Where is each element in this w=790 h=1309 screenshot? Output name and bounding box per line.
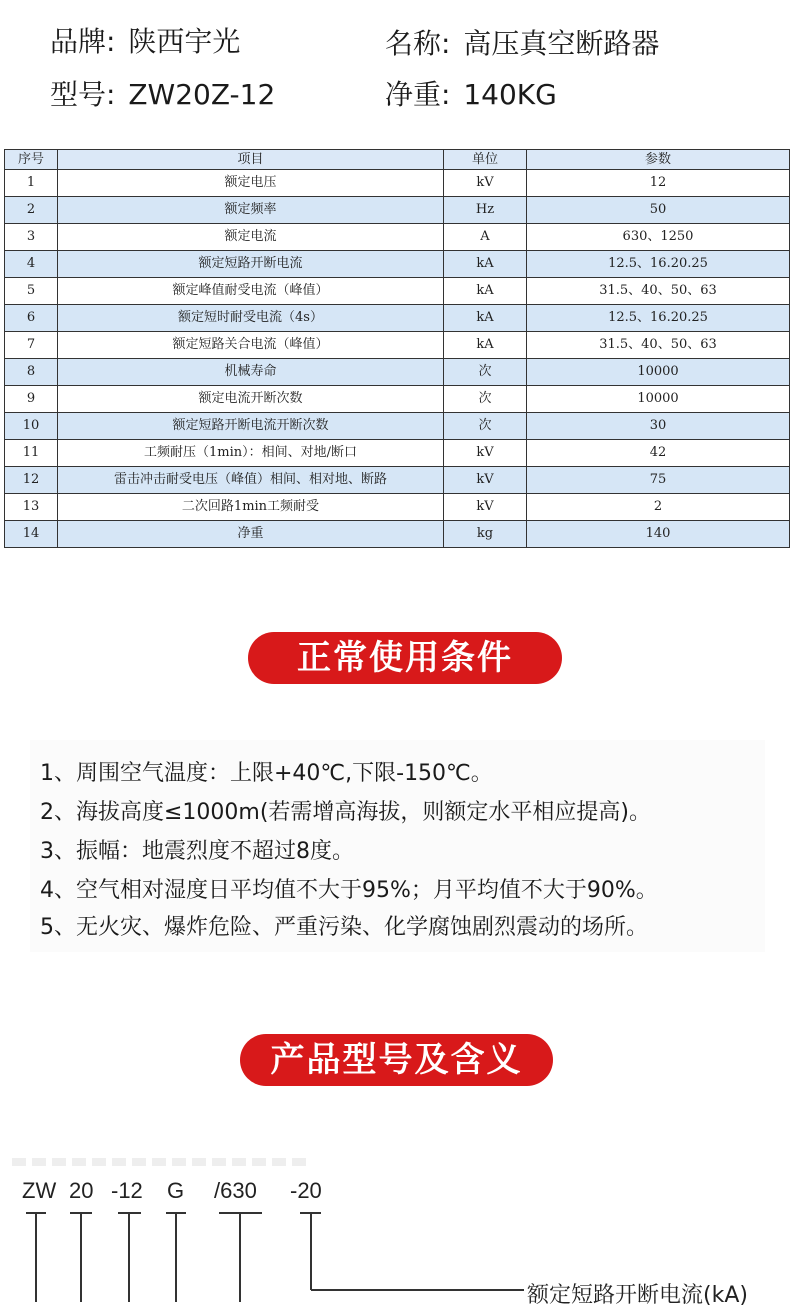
model-part-4: G [167,1178,185,1203]
table-row [5,197,790,224]
cell-unit: kV [444,440,527,467]
cell-item: 额定短路开断电流 [58,251,444,278]
cell-index: 10 [5,413,58,440]
cell-unit: kA [444,332,527,359]
weight-value: 140KG [463,78,557,111]
cell-item: 额定频率 [58,197,444,224]
cell-index: 6 [5,305,58,332]
cell-item: 雷击冲击耐受电压（峰值）相间、相对地、断路 [58,467,444,494]
table-row [5,413,790,440]
table-row [5,305,790,332]
cell-item: 二次回路1min工频耐受 [58,494,444,521]
product-name-label: 名称: [385,27,451,60]
table-row [5,494,790,521]
cell-unit: kA [444,251,527,278]
brand-info [50,20,240,60]
table-row [5,440,790,467]
table-row [5,521,790,548]
cell-index: 12 [5,467,58,494]
spec-table [4,149,790,548]
conditions-list [30,740,765,952]
table-row [5,332,790,359]
spec-table-body [5,170,790,548]
cell-index: 3 [5,224,58,251]
cell-param: 12.5、16.20.25 [527,251,790,278]
cell-param: 31.5、40、50、63 [527,332,790,359]
table-row [5,278,790,305]
cell-item: 额定电流 [58,224,444,251]
header-unit: 单位 [444,150,527,170]
cell-unit: kA [444,305,527,332]
condition-item: 4、空气相对湿度日平均值不大于95%；月平均值不大于90%。 [40,878,658,903]
cell-param: 12 [527,170,790,197]
condition-item: 3、振幅：地震烈度不超过8度。 [40,839,354,864]
cell-index: 13 [5,494,58,521]
cell-param: 630、1250 [527,224,790,251]
cell-unit: kV [444,170,527,197]
cell-param: 50 [527,197,790,224]
cell-index: 4 [5,251,58,278]
cell-param: 12.5、16.20.25 [527,305,790,332]
cell-item: 额定短时耐受电流（4s） [58,305,444,332]
cell-index: 8 [5,359,58,386]
cell-index: 1 [5,170,58,197]
cell-unit: kV [444,467,527,494]
cell-index: 11 [5,440,58,467]
header-item: 项目 [58,150,444,170]
cell-index: 14 [5,521,58,548]
cell-item: 额定电流开断次数 [58,386,444,413]
weight-info [385,73,557,113]
product-name-info [385,22,659,62]
model-label: 型号: [50,78,116,111]
cell-unit: 次 [444,386,527,413]
cell-unit: Hz [444,197,527,224]
condition-item: 5、无火灾、爆炸危险、严重污染、化学腐蚀剧烈震动的场所。 [40,915,648,940]
cell-index: 2 [5,197,58,224]
cell-param: 75 [527,467,790,494]
cell-param: 31.5、40、50、63 [527,278,790,305]
table-row [5,170,790,197]
cell-param: 2 [527,494,790,521]
model-part-2: 20 [69,1178,94,1203]
product-name-value: 高压真空断路器 [463,27,660,60]
cell-item: 工频耐压（1min）：相间、对地/断口 [58,440,444,467]
model-info [50,73,275,113]
cell-index: 5 [5,278,58,305]
cell-item: 额定短路开断电流开断次数 [58,413,444,440]
table-row [5,386,790,413]
header-param: 参数 [527,150,790,170]
cell-item: 额定峰值耐受电流（峰值） [58,278,444,305]
cell-item: 额定电压 [58,170,444,197]
cell-item: 净重 [58,521,444,548]
header-index: 序号 [5,150,58,170]
cell-item: 额定短路关合电流（峰值） [58,332,444,359]
cell-unit: A [444,224,527,251]
table-row [5,251,790,278]
table-header-row [5,150,790,170]
model-value: ZW20Z-12 [128,78,276,111]
section-title-conditions: 正常使用条件 [248,632,562,684]
model-part-5: /630 [214,1178,257,1203]
model-legend-short-circuit-current: 额定短路开断电流(kA) [527,1283,748,1308]
cell-unit: 次 [444,413,527,440]
brand-label: 品牌: [50,25,116,58]
cell-unit: kA [444,278,527,305]
cell-param: 10000 [527,359,790,386]
cell-unit: 次 [444,359,527,386]
cell-param: 30 [527,413,790,440]
table-row [5,467,790,494]
section-title-model-meaning: 产品型号及含义 [240,1034,553,1086]
condition-item: 2、海拔高度≤1000m(若需增高海拔，则额定水平相应提高)。 [40,800,652,825]
table-row [5,224,790,251]
cell-param: 42 [527,440,790,467]
brand-value: 陕西宇光 [128,25,241,58]
condition-item: 1、周围空气温度：上限+40℃,下限-150℃。 [40,761,493,786]
model-part-6: -20 [290,1178,322,1203]
cell-unit: kg [444,521,527,548]
model-part-1: ZW [22,1178,57,1203]
table-row [5,359,790,386]
weight-label: 净重: [385,78,451,111]
cell-index: 9 [5,386,58,413]
cell-param: 10000 [527,386,790,413]
cell-index: 7 [5,332,58,359]
cell-unit: kV [444,494,527,521]
faint-watermark [12,1158,312,1166]
cell-param: 140 [527,521,790,548]
cell-item: 机械寿命 [58,359,444,386]
model-part-3: -12 [111,1178,143,1203]
